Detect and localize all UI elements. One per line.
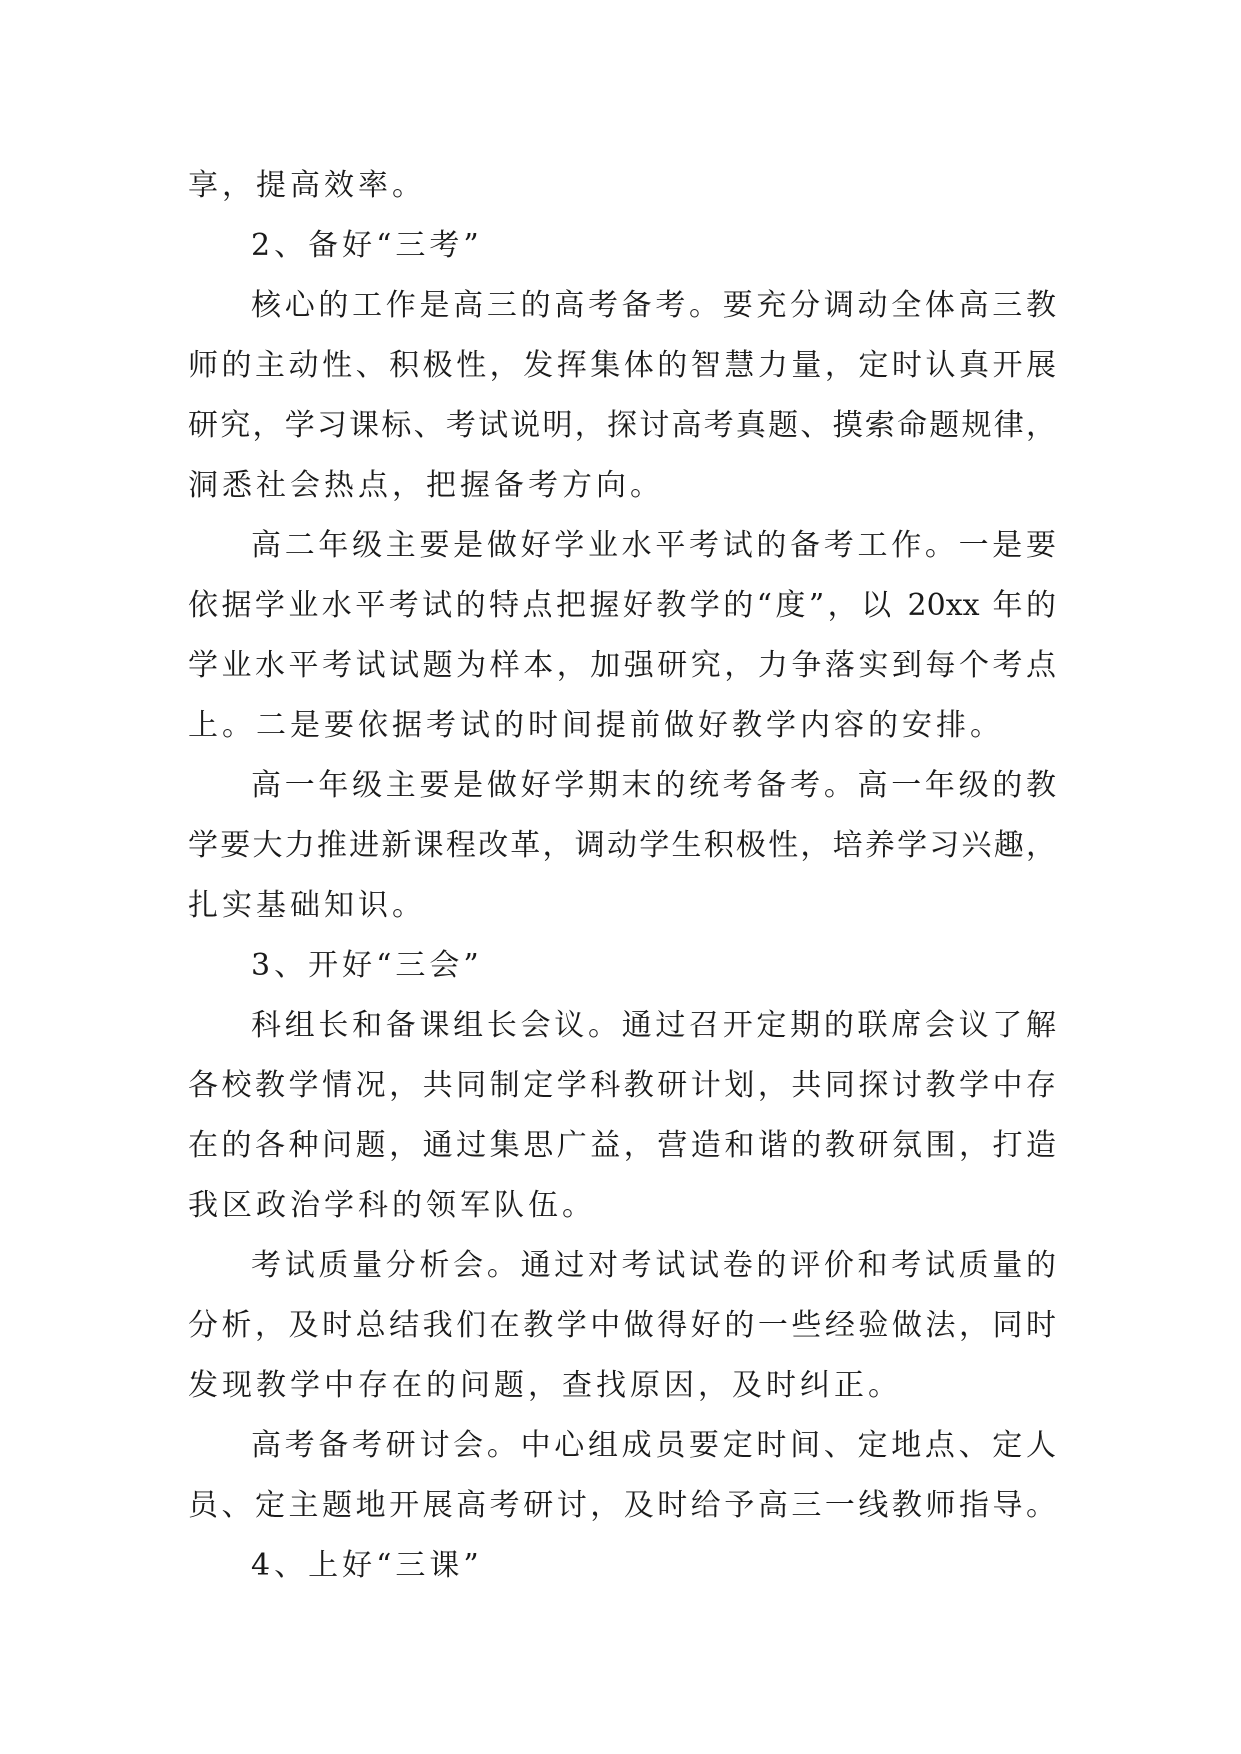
section-heading-2: 2、备好“三考” [251,228,483,263]
section-heading-3: 3、开好“三会” [251,948,483,983]
section-heading-4: 4、上好“三课” [251,1548,483,1583]
text-line: 师的主动性、积极性，发挥集体的智慧力量，定时认真开展 [188,348,1056,383]
text-line: 在的各种问题，通过集思广益，营造和谐的教研氛围，打造 [188,1128,1056,1163]
text-line: 高一年级主要是做好学期末的统考备考。高一年级的教 [251,768,1056,803]
text-line: 学业水平考试试题为样本，加强研究，力争落实到每个考点 [188,648,1056,683]
text-line: 研究，学习课标、考试说明，探讨高考真题、摸索命题规律， [188,408,1056,443]
text-line: 上。二是要依据考试的时间提前做好教学内容的安排。 [188,708,1004,743]
text-line: 分析，及时总结我们在教学中做得好的一些经验做法，同时 [188,1308,1056,1343]
text-line: 考试质量分析会。通过对考试试卷的评价和考试质量的 [251,1248,1056,1283]
text-line: 扎实基础知识。 [188,888,426,923]
text-line: 科组长和备课组长会议。通过召开定期的联席会议了解 [251,1008,1056,1043]
text-line: 高二年级主要是做好学业水平考试的备考工作。一是要 [251,528,1056,563]
document-body [188,156,1056,1596]
text-line: 发现教学中存在的问题，查找原因，及时纠正。 [188,1368,902,1403]
text-line: 各校教学情况，共同制定学科教研计划，共同探讨教学中存 [188,1068,1056,1103]
text-line: 依据学业水平考试的特点把握好教学的“度”，以 20xx 年的 [188,588,1056,623]
text-line: 洞悉社会热点，把握备考方向。 [188,468,664,503]
text-line: 高考备考研讨会。中心组成员要定时间、定地点、定人 [251,1428,1056,1463]
text-line: 员、定主题地开展高考研讨，及时给予高三一线教师指导。 [188,1488,1056,1523]
text-line: 我区政治学科的领军队伍。 [188,1188,596,1223]
text-line: 核心的工作是高三的高考备考。要充分调动全体高三教 [251,288,1056,323]
text-line: 享，提高效率。 [188,168,426,203]
text-line: 学要大力推进新课程改革，调动学生积极性，培养学习兴趣， [188,828,1056,863]
